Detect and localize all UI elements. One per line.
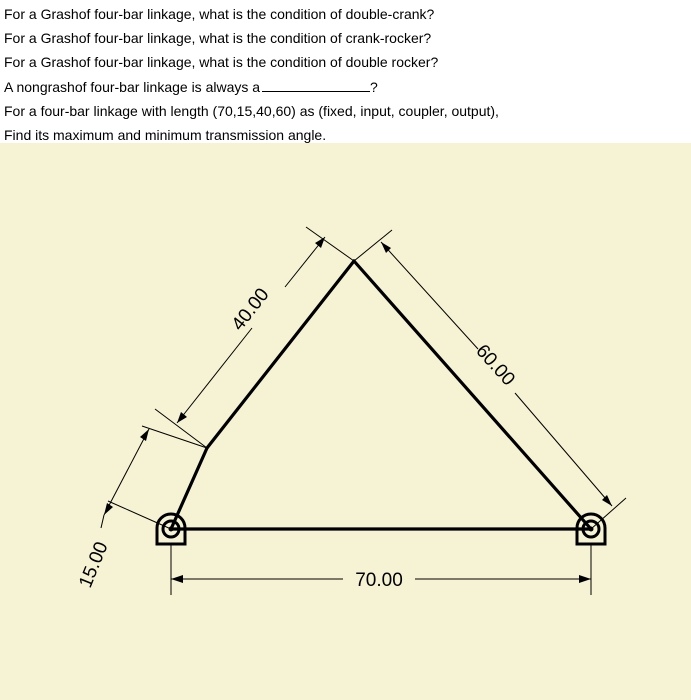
question-double-rocker: For a Grashof four-bar linkage, what is the condition of double rocker?: [4, 54, 439, 71]
question-text: [4, 2, 688, 147]
diagram-background: [0, 143, 691, 700]
dimension-label-coupler: 40.00: [227, 284, 274, 335]
four-bar-linkage-diagram: [0, 143, 691, 700]
question-double-crank: For a Grashof four-bar linkage, what is the condition of double-crank?: [4, 6, 435, 22]
dimension-label-fixed: 70.00: [355, 570, 403, 591]
question-mark: ?: [370, 78, 378, 95]
question-linkage-lengths: For a four-bar linkage with length (70,15,40,60) as (fixed, input, coupler, output),: [4, 102, 499, 119]
dimension-label-output: 60.00: [471, 340, 519, 391]
question-nongrashof: [4, 75, 688, 99]
answer-blank: [262, 80, 370, 92]
dimension-label-input: 15.00: [75, 538, 113, 591]
question-nongrashof-text: A nongrashof four-bar linkage is always a: [4, 78, 261, 95]
question-crank-rocker: For a Grashof four-bar linkage, what is the condition of crank-rocker?: [4, 30, 432, 47]
question-transmission-angle: Find its maximum and minimum transmission angle.: [4, 127, 327, 144]
